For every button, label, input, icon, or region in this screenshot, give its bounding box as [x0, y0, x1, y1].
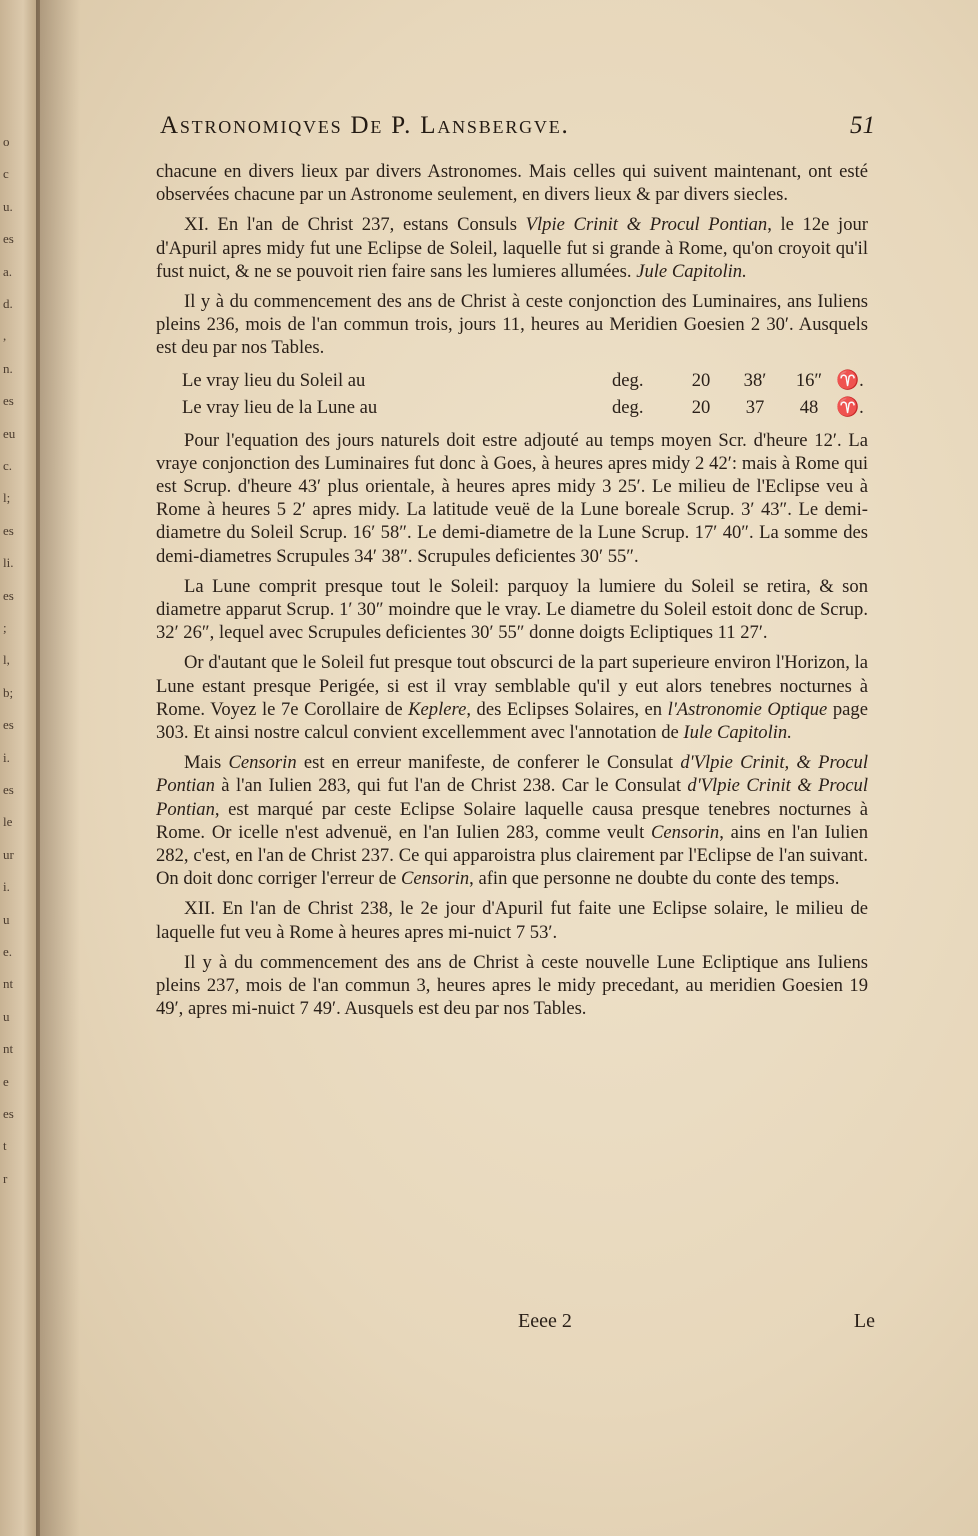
text-run: En l'an de Christ 238, le 2e jour d'Apuril fut faite une Eclipse solaire, le milieu de laquelle fut veu à Rome à heures apres mi-nuict 7 53′.: [156, 898, 868, 943]
margin-fragment: i.: [3, 749, 10, 765]
row-seconds: 16″: [795, 369, 823, 391]
running-title: Astronomiqves De P. Lansbergve.: [160, 112, 570, 139]
text-run: page 303. Et ainsi nostre calcul convient excellemment avec l'annotation de: [156, 698, 868, 744]
section-number: XII.: [184, 898, 216, 920]
margin-fragment: d.: [3, 296, 13, 311]
italic-citation: Jule Capitolin.: [636, 260, 747, 282]
margin-fragment: es: [3, 782, 14, 797]
text-run: , des Eclipses Solaires, en: [466, 698, 668, 720]
direction-line: [160, 1310, 875, 1340]
margin-fragment: es: [3, 231, 14, 247]
page-binding-shadow: [40, 0, 80, 1536]
row-seconds: 48: [799, 396, 819, 418]
margin-fragment: nt: [3, 1041, 14, 1057]
margin-fragment: es: [3, 717, 14, 733]
italic-name: d'Vlpie Crinit & Procul Pontian: [156, 775, 868, 820]
italic-name: d'Vlpie Crinit, & Procul Pontian: [156, 752, 869, 797]
italic-name: Censorin: [400, 868, 470, 890]
table-row: [156, 367, 868, 394]
margin-fragment: u.: [3, 198, 13, 214]
row-label: Le vray lieu du Soleil au: [182, 369, 366, 391]
paragraph-interval-2: Il y à du commencement des ans de Christ à ceste nouvelle Lune Ecliptique ans Iuliens pleins 237, mois de l'an commun 3, heures apres le midy precedant, au meridien Goesien 19 49′, apres mi-nuict 7 49′. Ausquels est deu par nos Tables.: [156, 951, 868, 1020]
paragraph-eclipse-xii: [156, 897, 868, 943]
position-table: [156, 367, 868, 421]
aries-sign: ♈.: [836, 396, 864, 418]
margin-fragment: es: [3, 1106, 14, 1121]
margin-fragment: c.: [3, 458, 13, 473]
margin-fragment: c: [3, 166, 9, 182]
row-degrees: 20: [691, 369, 711, 391]
section-number: XI.: [184, 214, 209, 236]
margin-fragment: n.: [3, 360, 13, 376]
margin-fragment: nt: [3, 976, 14, 992]
paragraph-eclipse-xi: [156, 213, 868, 283]
margin-fragment: r: [3, 1170, 8, 1186]
margin-fragment: l;: [3, 490, 11, 506]
italic-name: Iule Capitolin.: [683, 722, 792, 744]
text-run: , le 12e jour d'Apuril apres midy fut une Eclipse de Soleil, laquelle fut si grande à Rome, qu'on croyoit qu'il fust nuict, & ne se pouvoit rien faire sans les lumieres allumées.: [156, 214, 869, 282]
margin-fragment: es: [3, 522, 14, 538]
text-run: , afin que personne ne doubte du conte des temps.: [469, 868, 840, 890]
row-degrees: 20: [691, 396, 711, 418]
italic-name: Vlpie Crinit & Procul Pontian: [525, 214, 768, 236]
running-head: [160, 112, 875, 152]
row-minutes: 37: [745, 396, 765, 418]
table-row: [156, 394, 868, 421]
text-block: [156, 160, 868, 1028]
margin-fragment: b;: [3, 684, 14, 700]
margin-fragment: le: [3, 814, 13, 830]
row-unit: deg.: [612, 369, 644, 391]
margin-fragment: ,: [3, 328, 7, 344]
margin-fragment: l,: [3, 652, 10, 668]
paragraph-obscured: [156, 651, 868, 744]
row-label: Le vray lieu de la Lune au: [182, 396, 378, 418]
margin-fragment: u: [3, 1008, 10, 1024]
paragraph-moon: La Lune comprit presque tout le Soleil: parquoy la lumiere du Soleil se retira, & son diametre apparut Scrup. 1′ 30″ moindre que le vray. Le diametre du Soleil estoit donc de Scrup. 32′ 26″, lequel avec Scrupules deficientes 30′ 55″ donne doigts Ecliptiques 11 27′.: [156, 575, 868, 644]
margin-fragment: a.: [3, 263, 13, 279]
paragraph-interval: Il y à du commencement des ans de Christ à ceste conjonction des Luminaires, ans Iuliens pleins 236, mois de l'an commun trois, jours 11, heures au Meridien Goesien 2 30′. Ausquels est deu par nos Tables.: [156, 291, 868, 359]
paragraph-equation: Pour l'equation des jours naturels doit estre adjouté au temps moyen Scr. d'heure 12′. La vraye conjonction des Luminaires fut donc à Goes, à heures apres midy 2 42′: mais à Rome qui est Scrup. d'heure 43′ plus orientale, à heures apres midy 3 25′. Le milieu de l'Eclipse veu à Rome à heures 5 2′ apres midy. La latitude veuë de la Lune boreale Scrup. 3′ 43″. Le demi-diametre du Soleil Scrup. 16′ 58″. Le demi-diametre de la Lune Scrup. 17′ 40″. La somme des demi-diametres Scrupules 34′ 38″. Scrupules deficientes 30′ 55″.: [156, 429, 868, 567]
text-run: , est marqué par ceste Eclipse Solaire laquelle causa presque tenebres nocturnes à Rome. Or icelle n'est advenuë, en l'an Iulien 283, comme veult: [156, 798, 868, 843]
italic-title: l'Astronomie Optique: [667, 698, 828, 720]
text-run: Mais: [184, 752, 229, 774]
margin-fragment: eu: [3, 425, 16, 441]
signature-mark: Eeee 2: [518, 1310, 572, 1332]
text-run: , ains en l'an Iulien 282, c'est, en l'an de Christ 237. Ce qui apparoistra plus clairement par l'Eclipse de l'an suivant. On doit donc corriger l'erreur de: [156, 821, 868, 890]
margin-fragment: es: [3, 393, 14, 409]
text-run: à l'an Iulien 283, qui fut l'an de Christ 238. Car le Consulat: [214, 775, 688, 797]
margin-fragment: u: [3, 911, 10, 927]
margin-fragment: o: [3, 134, 10, 149]
page: [40, 0, 978, 1536]
margin-fragment: e: [3, 1073, 9, 1089]
text-run: En l'an de Christ 237, estans Consuls: [208, 214, 526, 236]
margin-fragment: t: [3, 1138, 7, 1154]
margin-fragment: li.: [3, 555, 14, 571]
italic-name: Censorin: [228, 752, 297, 774]
margin-fragment: i.: [3, 879, 10, 895]
text-run: est en erreur manifeste, de conferer le Consulat: [296, 752, 681, 774]
margin-fragment: es: [3, 587, 14, 603]
margin-fragment: ur: [3, 846, 14, 862]
italic-name: Keplere: [408, 698, 467, 720]
margin-fragment: ;: [3, 620, 7, 635]
row-minutes: 38′: [743, 369, 767, 391]
text-run: Or d'autant que le Soleil fut presque tout obscurci de la part superieure environ l'Horizon, la Lune estant presque Perigée, si est il vray semblable qu'il y eut alors tenebres nocturnes à Rome. Voyez le 7e Corollaire de: [156, 652, 868, 720]
paragraph-censorin: [156, 751, 868, 890]
catchword: Le: [853, 1310, 875, 1332]
italic-name: Censorin: [651, 821, 720, 843]
paragraph-intro: chacune en divers lieux par divers Astronomes. Mais celles qui suivent maintenant, ont esté observées chacune par un Astronome seulement, en divers lieux & par divers siecles.: [156, 161, 868, 206]
margin-fragment: e.: [3, 944, 13, 959]
aries-sign: ♈.: [836, 369, 864, 391]
row-unit: deg.: [612, 396, 644, 418]
page-number: 51: [850, 112, 875, 139]
